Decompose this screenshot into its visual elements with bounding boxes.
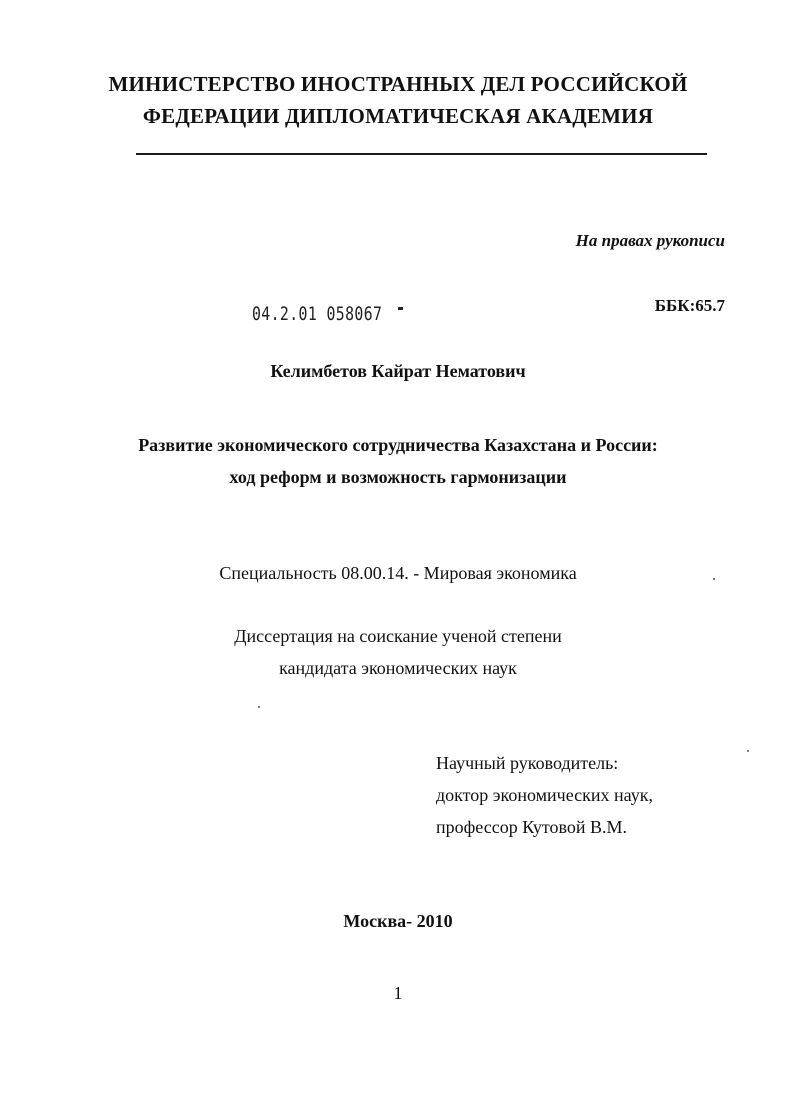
title-line-2: ход реформ и возможность гармонизации	[229, 467, 567, 487]
archive-stamp: 04.2.01 058067	[252, 303, 383, 325]
degree-line-2: кандидата экономических наук	[279, 658, 517, 678]
advisor-line-1: Научный руководитель:	[436, 753, 619, 773]
advisor-line-3: профессор Кутовой В.М.	[436, 817, 628, 837]
rights-note: На правах рукописи	[575, 231, 725, 250]
stamp-mark	[398, 307, 403, 310]
specialty: Специальность 08.00.14. - Мировая экономика	[219, 563, 577, 583]
scan-speck	[747, 750, 749, 752]
scan-speck	[713, 578, 715, 580]
bbk-code: ББК:65.7	[654, 296, 725, 315]
header-divider	[136, 153, 707, 155]
city-year: Москва- 2010	[343, 911, 453, 931]
title-line-1: Развитие экономического сотрудничества Казахстана и России:	[138, 435, 658, 455]
author-name: Келимбетов Кайрат Нематович	[270, 361, 526, 381]
degree-line-1: Диссертация на соискание ученой степени	[234, 626, 562, 646]
scan-speck	[258, 706, 260, 708]
header-line-2: ФЕДЕРАЦИИ ДИПЛОМАТИЧЕСКАЯ АКАДЕМИЯ	[142, 104, 654, 128]
page-number: 1	[393, 983, 403, 1003]
header-line-1: МИНИСТЕРСТВО ИНОСТРАННЫХ ДЕЛ РОССИЙСКОЙ	[108, 72, 688, 96]
advisor-line-2: доктор экономических наук,	[436, 785, 653, 805]
